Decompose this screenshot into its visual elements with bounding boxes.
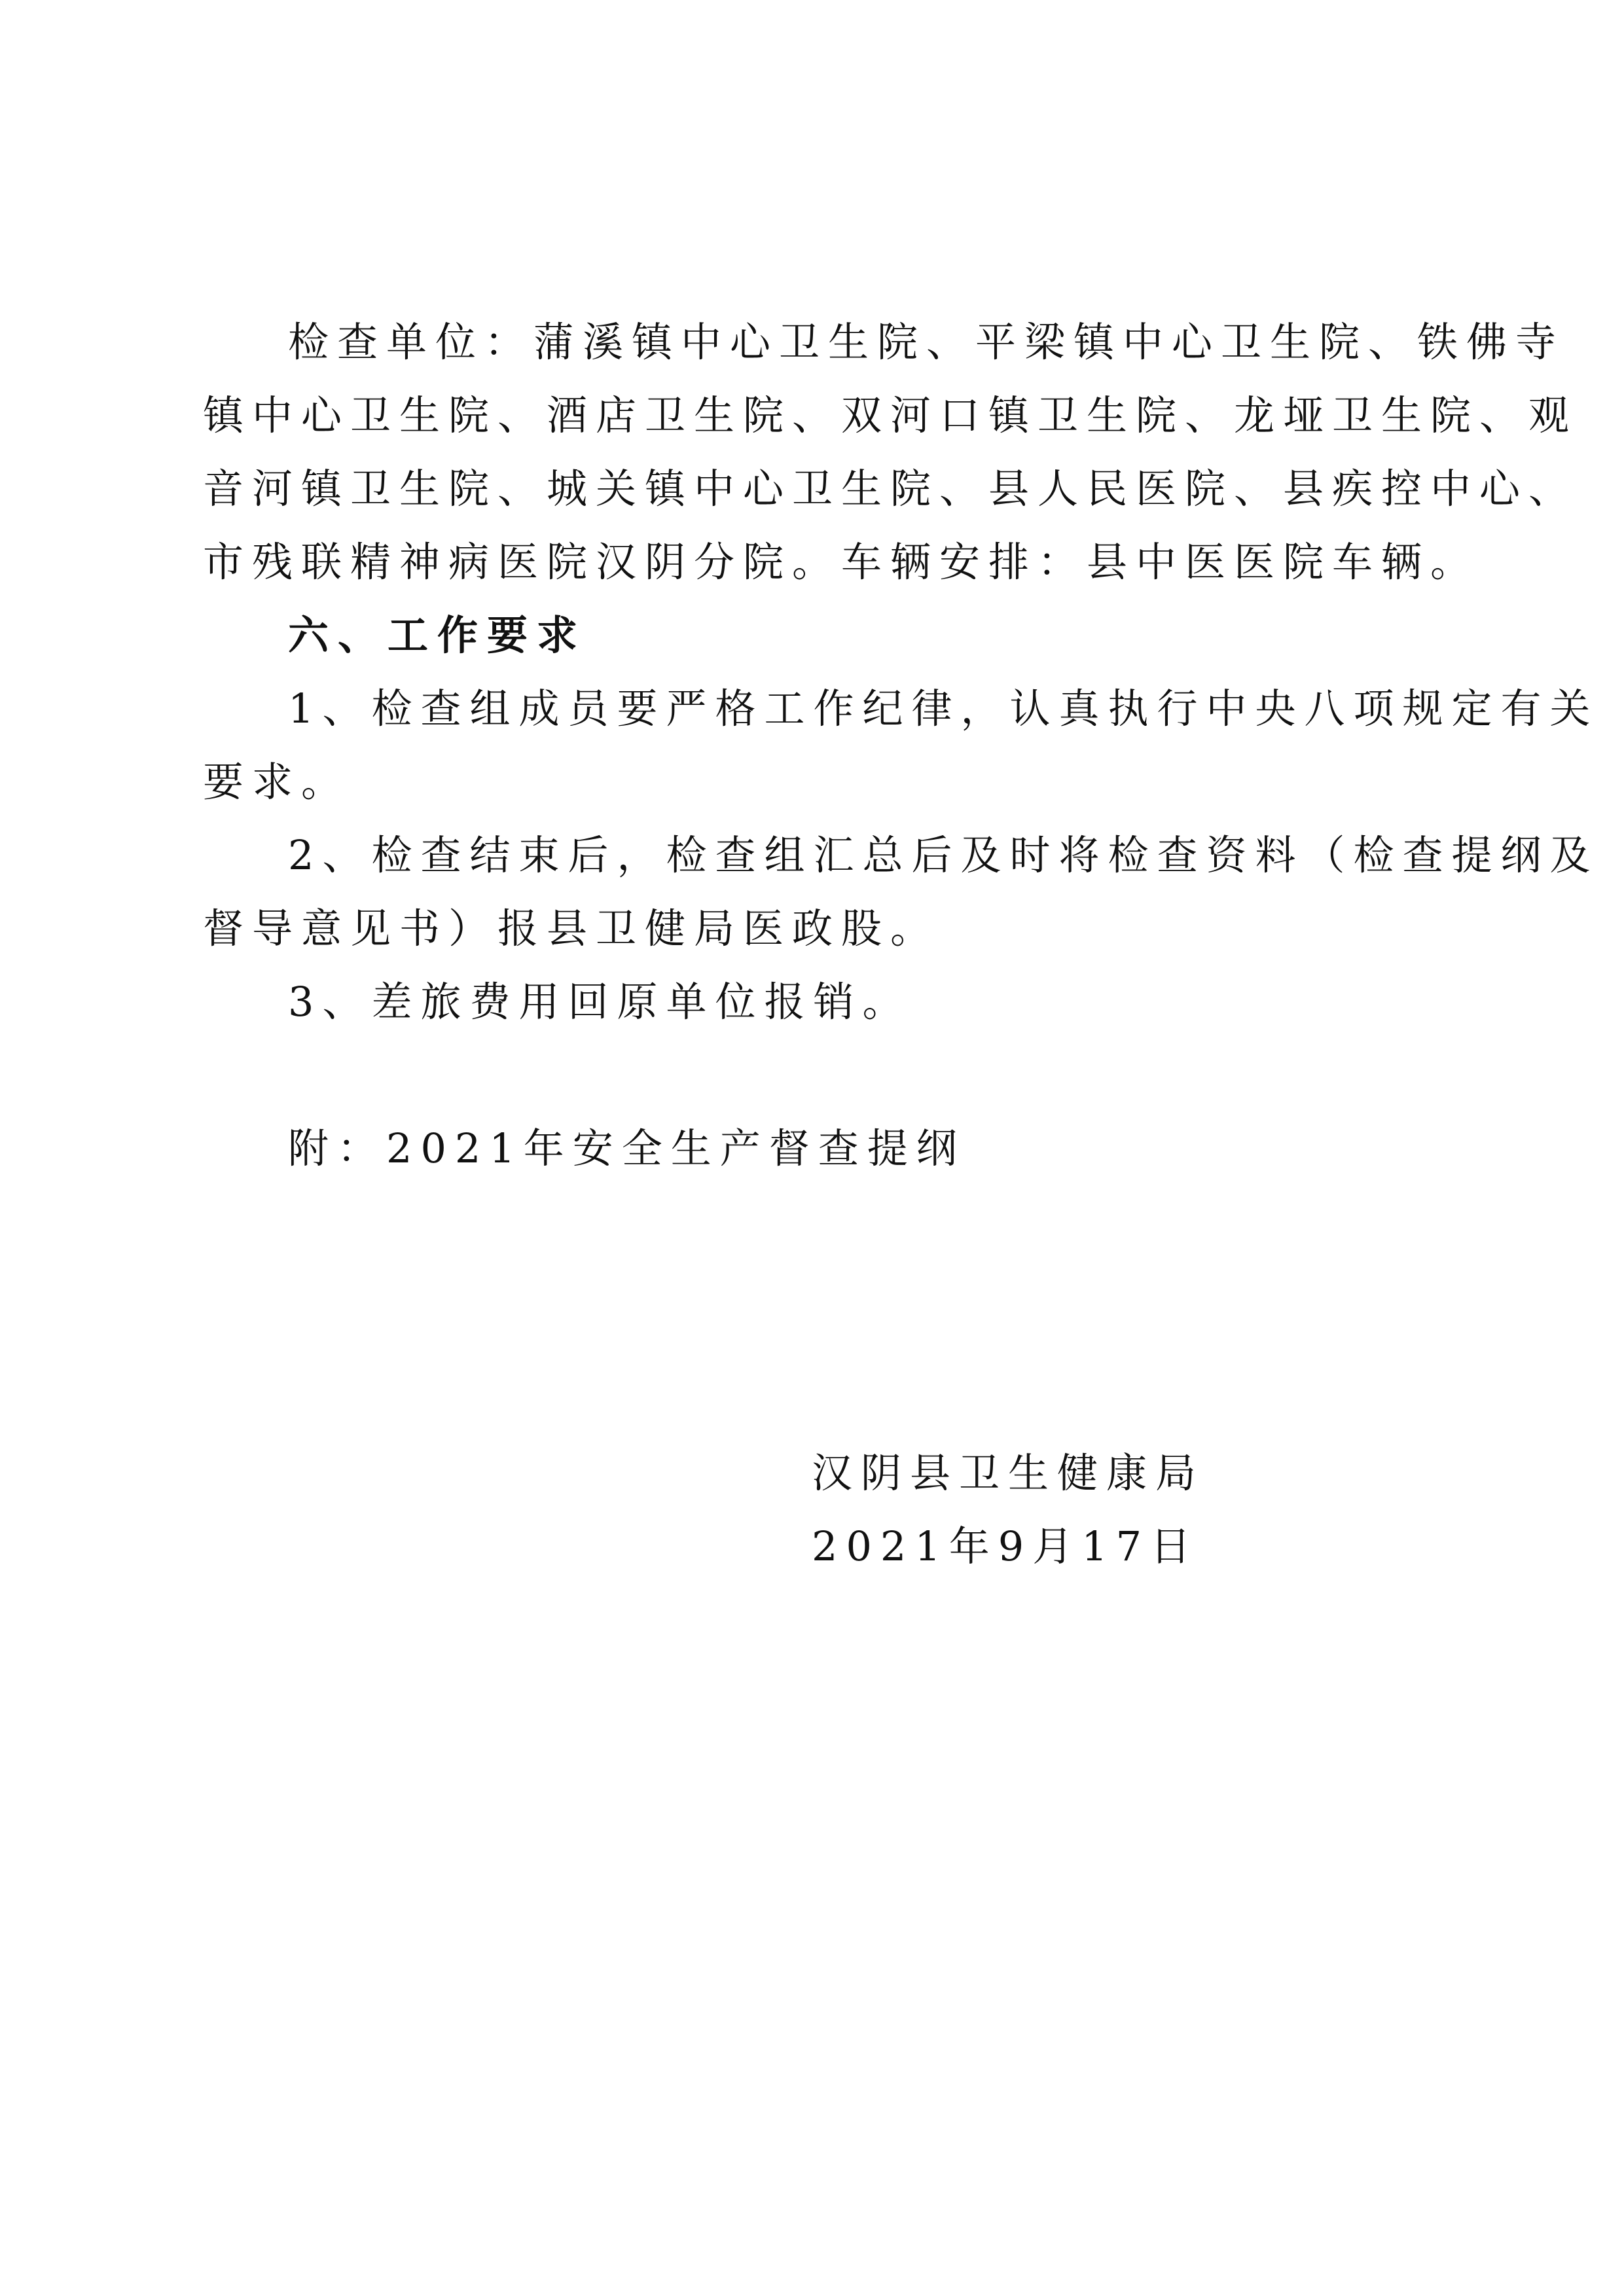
units-line-2: 镇中心卫生院、酒店卫生院、双河口镇卫生院、龙垭卫生院、观 xyxy=(203,391,1578,439)
units-line-1: 检查单位：蒲溪镇中心卫生院、平梁镇中心卫生院、铁佛寺 xyxy=(288,318,1565,366)
section-heading: 六、工作要求 xyxy=(288,611,587,659)
requirement-2-line-2: 督导意见书）报县卫健局医政股。 xyxy=(203,905,940,952)
attachment-note: 附：2021年安全生产督查提纲 xyxy=(288,1124,965,1172)
requirement-1-line-1: 1、检查组成员要严格工作纪律，认真执行中央八项规定有关 xyxy=(288,685,1599,732)
units-line-3: 音河镇卫生院、城关镇中心卫生院、县人民医院、县疾控中心、 xyxy=(203,465,1578,512)
requirement-3: 3、差旅费用回原单位报销。 xyxy=(288,978,912,1026)
units-line-4: 市残联精神病医院汉阴分院。车辆安排：县中医医院车辆。 xyxy=(203,538,1480,586)
requirement-1-line-2: 要求。 xyxy=(203,758,351,806)
signature-date: 2021年9月17日 xyxy=(812,1522,1200,1570)
requirement-2-line-1: 2、检查结束后，检查组汇总后及时将检查资料（检查提纲及 xyxy=(288,831,1599,879)
signature-organization: 汉阴县卫生健康局 xyxy=(812,1449,1205,1497)
